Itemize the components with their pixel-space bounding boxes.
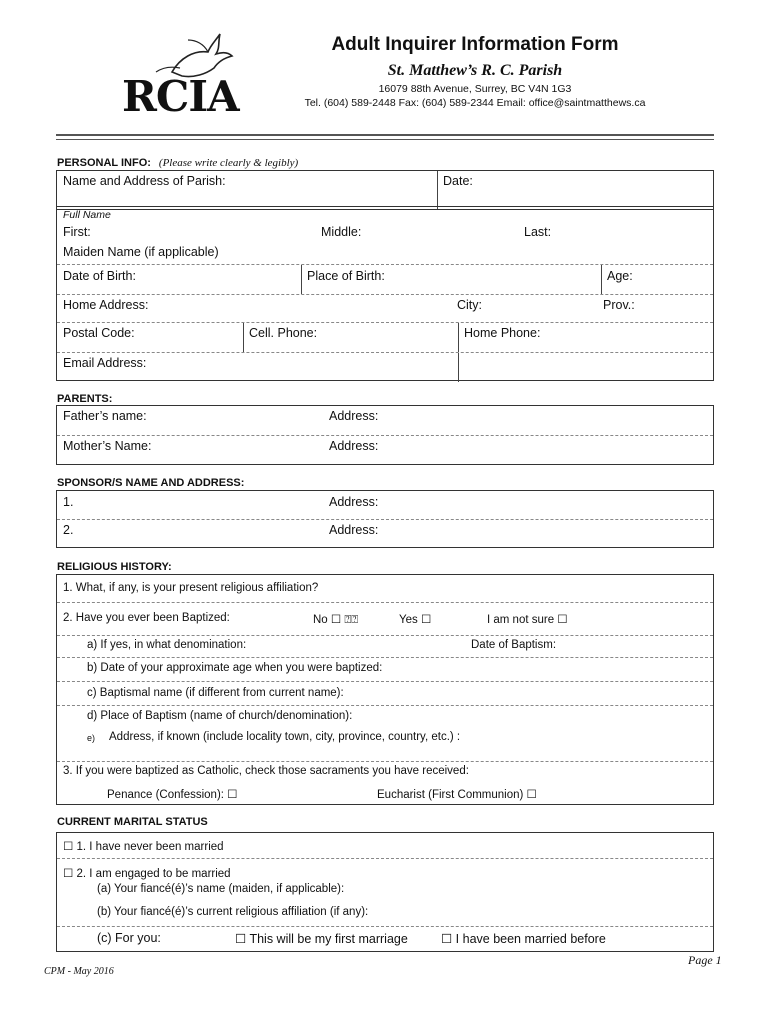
name-row xyxy=(57,207,713,265)
q1-affiliation-field[interactable]: 1. What, if any, is your present religious affiliation? xyxy=(63,582,319,594)
home-address-row xyxy=(57,295,713,323)
cell-phone-field[interactable]: Cell. Phone: xyxy=(249,326,318,340)
sponsor-2-address-field[interactable]: Address: xyxy=(329,523,379,537)
q3-sacraments-label: 3. If you were baptized as Catholic, check those sacraments you have received: xyxy=(63,765,469,777)
sponsor-row xyxy=(57,491,713,520)
postal-code-field[interactable]: Postal Code: xyxy=(63,326,135,340)
sponsor-row xyxy=(57,520,713,549)
married-before-checkbox[interactable]: ☐ I have been married before xyxy=(441,932,606,946)
logo-wordmark: RCIA xyxy=(122,72,239,121)
place-of-baptism-field[interactable]: d) Place of Baptism (name of church/denomination): xyxy=(87,710,353,722)
q1-row xyxy=(57,575,713,603)
mother-address-field[interactable]: Address: xyxy=(329,439,379,453)
age-field[interactable]: Age: xyxy=(607,269,633,283)
header-divider xyxy=(56,134,714,136)
date-field[interactable]: Date: xyxy=(443,174,473,188)
section-note: (Please write clearly & legibly) xyxy=(158,157,299,169)
divider xyxy=(458,323,459,352)
penance-checkbox[interactable]: Penance (Confession): ☐ xyxy=(107,789,238,801)
form-revision: CPM - May 2016 xyxy=(44,966,114,977)
parish-field[interactable]: Name and Address of Parish: xyxy=(63,174,226,188)
religious-history-box xyxy=(56,574,714,805)
qe-letter: e) xyxy=(87,733,96,743)
home-address-field[interactable]: Home Address: xyxy=(63,298,149,312)
baptized-not-sure-checkbox[interactable]: I am not sure ☐ xyxy=(487,614,568,626)
divider xyxy=(301,265,302,294)
q2-row xyxy=(57,603,713,636)
engaged-checkbox[interactable]: ☐ 2. I am engaged to be married xyxy=(63,868,231,880)
email-field[interactable]: Email Address: xyxy=(63,356,147,370)
email-row xyxy=(57,353,713,382)
section-title: PERSONAL INFO: xyxy=(57,157,151,169)
personal-details-box xyxy=(56,206,714,381)
parish-name: St. Matthew’s R. C. Parish xyxy=(387,62,563,79)
parish-address: 16079 88th Avenue, Surrey, BC V4N 1G3 xyxy=(378,83,572,95)
fiance-religion-field[interactable]: (b) Your fiancé(é)’s current religious affiliation (if any): xyxy=(97,906,369,918)
prov-field[interactable]: Prov.: xyxy=(603,298,635,312)
qa-row xyxy=(57,636,713,658)
full-name-label: Full Name xyxy=(63,209,111,221)
qd-row xyxy=(57,706,713,762)
parish-contact: Tel. (604) 589-2448 Fax: (604) 589-2344 Email: office@saintmatthews.ca xyxy=(304,97,646,109)
baptismal-name-field[interactable]: c) Baptismal name (if different from current name): xyxy=(87,687,344,699)
denomination-field[interactable]: a) If yes, in what denomination: xyxy=(87,639,247,651)
never-married-checkbox[interactable]: ☐ 1. I have never been married xyxy=(63,841,224,853)
baptized-yes-checkbox[interactable]: Yes ☐ xyxy=(399,614,432,626)
city-field[interactable]: City: xyxy=(457,298,482,312)
parents-heading: PARENTS: xyxy=(57,393,113,405)
parish-date-box xyxy=(56,170,714,210)
marital-status-heading: CURRENT MARITAL STATUS xyxy=(57,816,208,828)
date-of-baptism-field[interactable]: Date of Baptism: xyxy=(471,639,557,651)
pob-field[interactable]: Place of Birth: xyxy=(307,269,385,283)
sponsor-1-address-field[interactable]: Address: xyxy=(329,495,379,509)
never-married-row xyxy=(57,833,713,859)
form-title: Adult Inquirer Information Form xyxy=(331,34,619,55)
middle-name-field[interactable]: Middle: xyxy=(321,225,362,239)
home-phone-field[interactable]: Home Phone: xyxy=(464,326,541,340)
eucharist-checkbox[interactable]: Eucharist (First Communion) ☐ xyxy=(377,789,537,801)
fiance-name-field[interactable]: (a) Your fiancé(é)’s name (maiden, if applicable): xyxy=(97,883,345,895)
father-address-field[interactable]: Address: xyxy=(329,409,379,423)
qb-row xyxy=(57,658,713,682)
divider xyxy=(437,171,438,209)
q2-baptized-label: 2. Have you ever been Baptized: xyxy=(63,612,230,624)
baptism-age-field[interactable]: b) Date of your approximate age when you were baptized: xyxy=(87,662,383,674)
personal-info-heading xyxy=(57,157,298,169)
baptism-address-field[interactable]: Address, if known (include locality town, city, province, country, etc.) : xyxy=(109,731,461,743)
divider xyxy=(458,353,459,382)
rcia-logo xyxy=(110,28,260,120)
mother-row xyxy=(57,436,713,466)
phone-row xyxy=(57,323,713,353)
divider xyxy=(601,265,602,294)
maiden-name-field[interactable]: Maiden Name (if applicable) xyxy=(63,245,219,259)
religious-history-heading: RELIGIOUS HISTORY: xyxy=(57,561,172,573)
for-you-row xyxy=(57,927,713,953)
engaged-row xyxy=(57,859,713,927)
father-row xyxy=(57,406,713,436)
page-number: Page 1 xyxy=(688,953,722,967)
dob-field[interactable]: Date of Birth: xyxy=(63,269,136,283)
first-marriage-checkbox[interactable]: ☐ This will be my first marriage xyxy=(235,932,408,946)
baptized-no-checkbox[interactable]: No ☐ ⍰⍰ xyxy=(313,614,359,626)
first-name-field[interactable]: First: xyxy=(63,225,91,239)
q3-row xyxy=(57,762,713,806)
father-name-field[interactable]: Father’s name: xyxy=(63,409,147,423)
for-you-label: (c) For you: xyxy=(97,931,161,945)
birth-row xyxy=(57,265,713,295)
last-name-field[interactable]: Last: xyxy=(524,225,552,239)
sponsor-1-field[interactable]: 1. xyxy=(63,495,74,509)
mother-name-field[interactable]: Mother’s Name: xyxy=(63,439,152,453)
divider xyxy=(243,323,244,352)
sponsors-box xyxy=(56,490,714,548)
sponsors-heading: SPONSOR/S NAME AND ADDRESS: xyxy=(57,477,245,489)
parents-box xyxy=(56,405,714,465)
marital-status-box xyxy=(56,832,714,952)
sponsor-2-field[interactable]: 2. xyxy=(63,523,74,537)
qc-row xyxy=(57,682,713,706)
header-divider-thin xyxy=(56,139,714,140)
